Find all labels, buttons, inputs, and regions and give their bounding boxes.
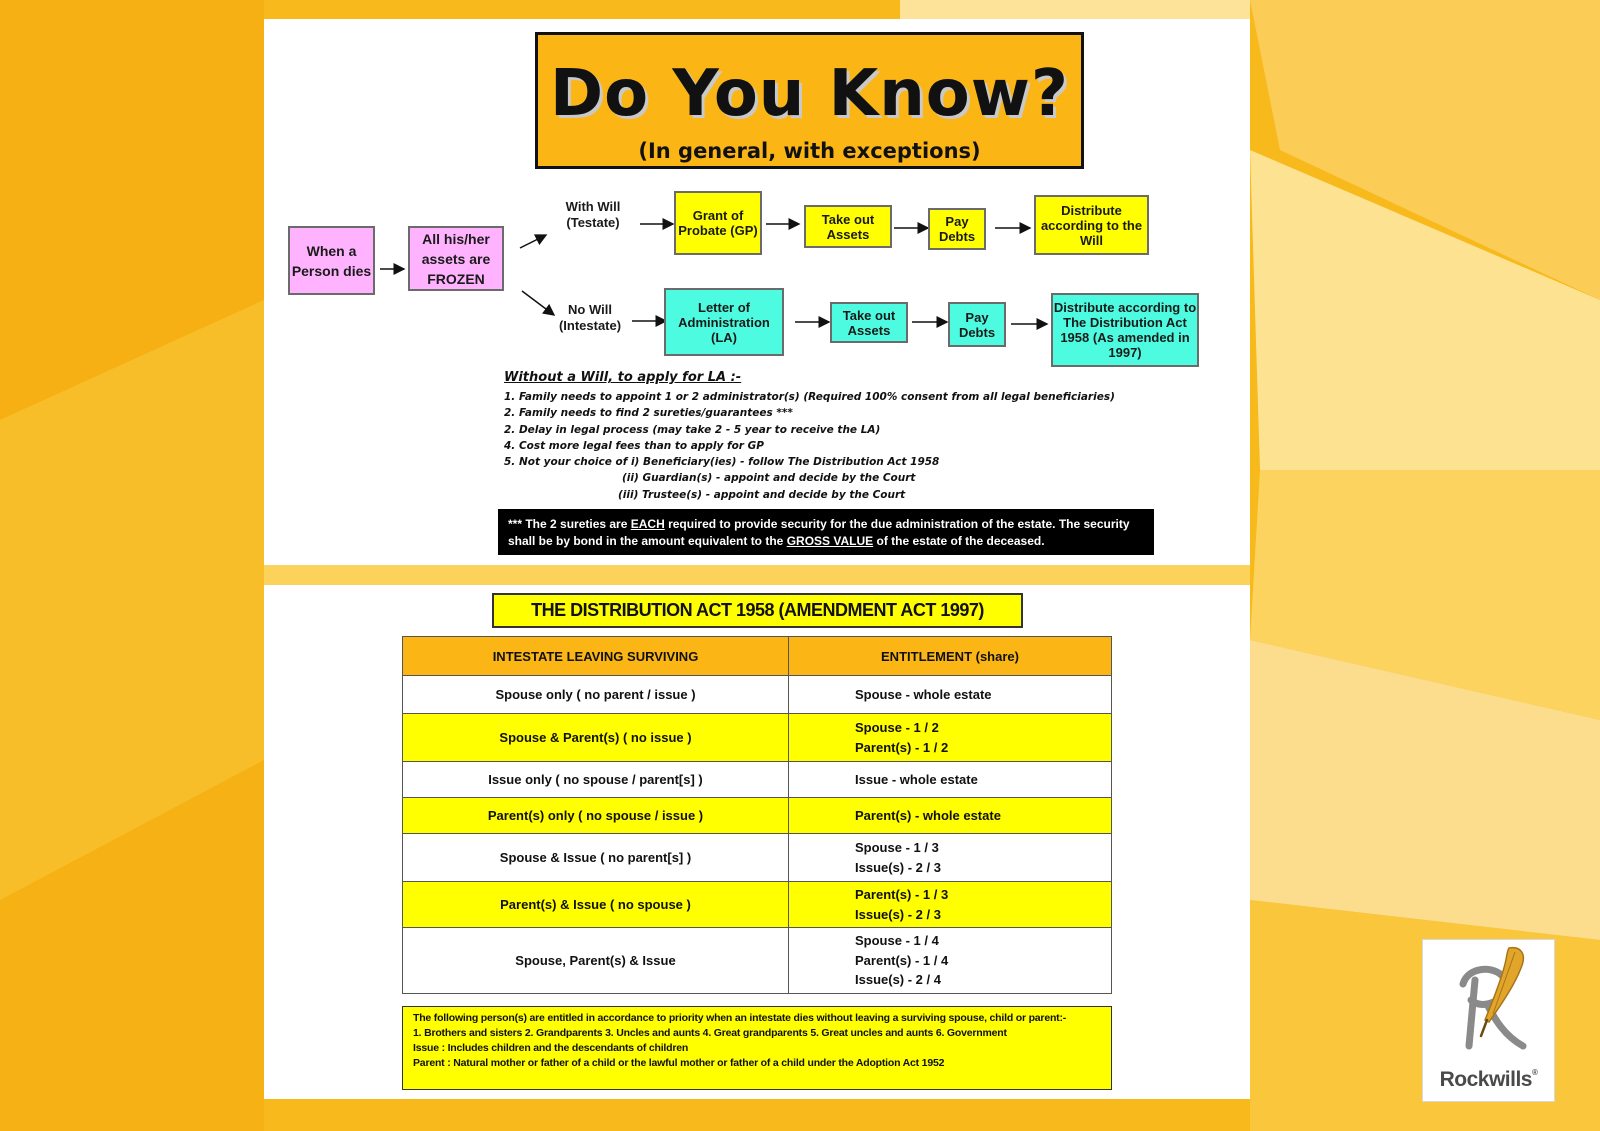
row-condition: Spouse only ( no parent / issue ) — [403, 676, 789, 714]
letter-of-administration-box: Letter of Administration (LA) — [664, 288, 784, 356]
priority-footnote — [402, 1006, 1112, 1090]
row-condition: Parent(s) only ( no spouse / issue ) — [403, 798, 789, 834]
distribution-table — [402, 636, 1112, 994]
pay-debts-will-box: Pay Debts — [928, 208, 986, 250]
logo-text: Rockwills — [1439, 1068, 1532, 1091]
surety-note-suffix: of the estate of the deceased. — [873, 533, 1045, 548]
row-entitlement — [789, 714, 1112, 762]
distribution-act-panel — [264, 585, 1250, 1099]
pay-debts-nowill-box: Pay Debts — [948, 302, 1006, 347]
row-condition: Spouse & Issue ( no parent[s] ) — [403, 834, 789, 882]
surety-note-each: EACH — [630, 517, 665, 531]
la-item: 2. Delay in legal process (may take 2 - 5 year to receive the LA) — [504, 423, 881, 436]
row-entitlement — [789, 928, 1112, 994]
surety-note-gross: GROSS VALUE — [786, 533, 874, 548]
surety-note-prefix: *** The 2 sureties are — [508, 517, 631, 531]
la-item: 4. Cost more legal fees than to apply for GP — [504, 439, 764, 452]
share-line: Parent(s) - 1 / 2 — [855, 739, 949, 755]
la-item: 2. Family needs to find 2 sureties/guarantees *** — [504, 407, 793, 420]
la-heading: Without a Will, to apply for LA :- — [504, 370, 742, 385]
share-line: Issue(s) - 2 / 3 — [855, 906, 941, 922]
when-person-dies-box: When a Person dies — [288, 226, 375, 295]
arrow-frozen-to-will — [520, 235, 546, 248]
row-entitlement — [789, 676, 1112, 714]
row-condition: Spouse, Parent(s) & Issue — [403, 928, 789, 994]
distribute-act-box: Distribute according to The Distribution Act 1958 (As amended in 1997) — [1051, 293, 1199, 367]
la-item: (ii) Guardian(s) - appoint and decide by the Court — [622, 472, 916, 485]
rockwills-logo — [1422, 939, 1555, 1102]
row-entitlement — [789, 798, 1112, 834]
share-line: Parent(s) - 1 / 3 — [855, 887, 949, 902]
footnote-line: 1. Brothers and sisters 2. Grandparents 3. Uncles and aunts 4. Great grandparents 5. Great uncles and aunts 6. Government — [413, 1027, 1007, 1039]
row-condition: Parent(s) & Issue ( no spouse ) — [403, 882, 789, 928]
la-requirements-list — [504, 389, 1184, 503]
table-row — [403, 714, 1112, 762]
logo-wordmark — [1423, 1068, 1554, 1092]
footnote-line: Parent : Natural mother or father of a child or the lawful mother or father of a child under the Adoption Act 1952 — [413, 1057, 945, 1069]
la-item: 5. Not your choice of i) Beneficiary(ies) - follow The Distribution Act 1958 — [504, 456, 940, 469]
page-title: Do You Know? — [549, 57, 1070, 131]
table-row — [403, 798, 1112, 834]
take-out-assets-nowill-box: Take out Assets — [830, 302, 908, 343]
row-entitlement — [789, 834, 1112, 882]
share-line: Issue(s) - 2 / 4 — [855, 972, 941, 988]
row-condition: Issue only ( no spouse / parent[s] ) — [403, 762, 789, 798]
page-subtitle: (In general, with exceptions) — [638, 139, 981, 163]
header-entitlement: ENTITLEMENT (share) — [789, 637, 1112, 676]
table-row — [403, 834, 1112, 882]
share-line: Spouse - 1 / 4 — [855, 933, 939, 949]
share-line: Parent(s) - 1 / 4 — [855, 952, 949, 968]
registered-mark: ® — [1531, 1068, 1538, 1077]
la-item: (iii) Trustee(s) - appoint and decide by the Court — [618, 488, 906, 501]
no-will-label: No Will (Intestate) — [558, 302, 622, 333]
surety-note — [498, 509, 1154, 555]
flowchart-panel — [264, 19, 1250, 565]
footnote-line: Issue : Includes children and the descendants of children — [413, 1042, 689, 1054]
take-out-assets-will-box: Take out Assets — [804, 205, 892, 248]
act-title: THE DISTRIBUTION ACT 1958 (AMENDMENT ACT 1997) — [492, 593, 1023, 628]
table-row — [403, 928, 1112, 994]
with-will-label: With Will (Testate) — [565, 199, 621, 230]
table-row — [403, 882, 1112, 928]
row-entitlement — [789, 882, 1112, 928]
distribute-will-box: Distribute according to the Will — [1034, 195, 1149, 255]
table-row — [403, 676, 1112, 714]
surety-note-mid: required to provide security for the due administration of the estate. The security shall be by bond in the amount equivalent to the — [508, 517, 1130, 548]
share-line: Spouse - whole estate — [855, 686, 992, 702]
share-line: Spouse - 1 / 2 — [855, 720, 939, 735]
header-intestate: INTESTATE LEAVING SURVIVING — [403, 637, 789, 676]
la-item: 1. Family needs to appoint 1 or 2 administrator(s) (Required 100% consent from all legal beneficiaries) — [504, 391, 1115, 403]
share-line: Issue(s) - 2 / 3 — [855, 859, 941, 875]
table-row — [403, 762, 1112, 798]
share-line: Parent(s) - whole estate — [855, 807, 1001, 823]
grant-of-probate-box: Grant of Probate (GP) — [674, 191, 762, 255]
footnote-line: The following person(s) are entitled in accordance to priority when an intestate dies without leaving a surviving spouse, child or parent:- — [413, 1012, 1067, 1024]
table-header-row — [403, 637, 1112, 676]
quill-r-icon — [1423, 940, 1554, 1068]
share-line: Spouse - 1 / 3 — [855, 840, 939, 855]
assets-frozen-box: All his/her assets are FROZEN — [408, 226, 504, 291]
row-condition: Spouse & Parent(s) ( no issue ) — [403, 714, 789, 762]
row-entitlement — [789, 762, 1112, 798]
share-line: Issue - whole estate — [855, 771, 978, 787]
